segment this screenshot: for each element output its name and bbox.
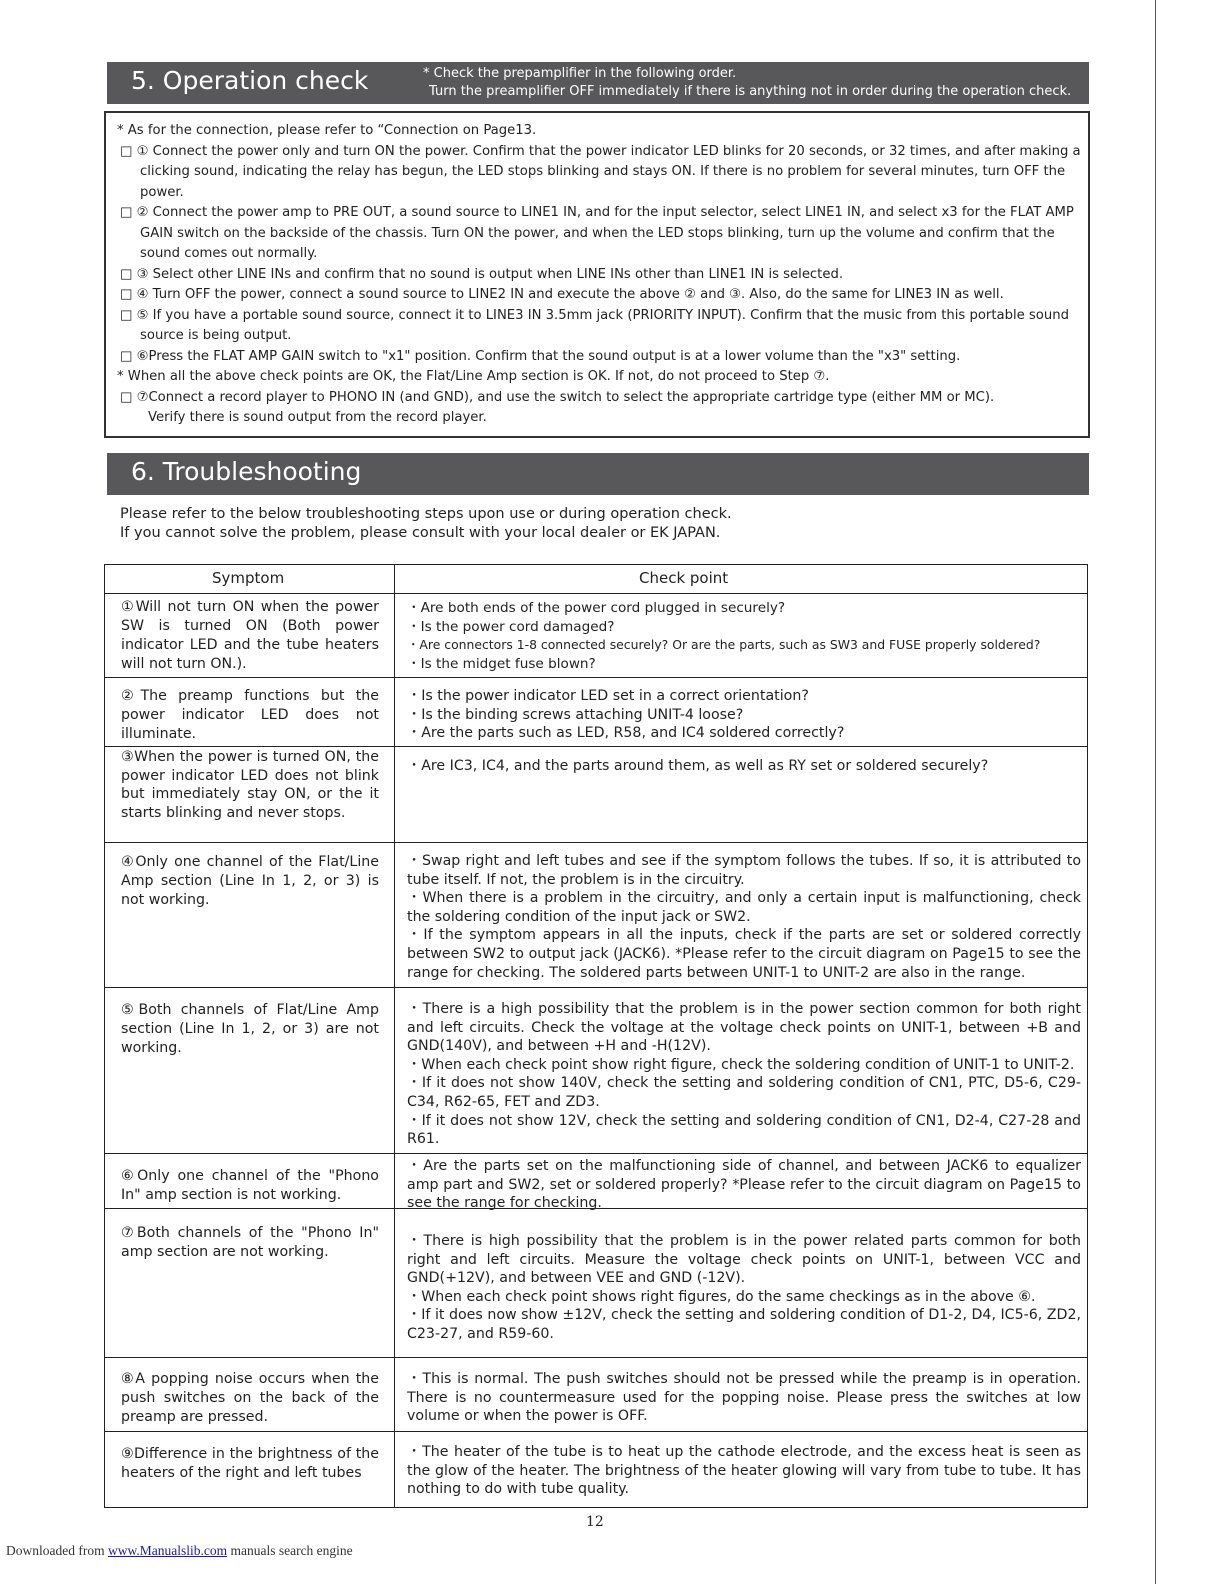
symptom-cell: ⑧A popping noise occurs when the push switches on the back of the preamp are pressed. (121, 1371, 379, 1425)
check-item: ・The heater of the tube is to heat up the cathode electrode, and the excess heat is seen as the glow of the heater. The brightness of the heater glowing will vary from tube to tube. It has nothing to do with tube quality. (407, 1444, 1081, 1498)
troubleshooting-intro-1: Please refer to the below troubleshooting steps upon use or during operation check. (120, 506, 732, 522)
check-item: ・If it does now show ±12V, check the setting and soldering condition of D1-2, D4, IC5-6, ZD2, C23-27, and R59-60. (407, 1307, 1081, 1342)
check-cell (407, 1232, 1081, 1344)
row-divider (105, 987, 1087, 988)
row-divider (105, 1357, 1087, 1358)
check-cell (407, 1000, 1081, 1149)
column-divider (394, 565, 395, 1507)
troubleshooting-intro-2: If you cannot solve the problem, please consult with your local dealer or EK JAPAN. (120, 525, 721, 541)
check-item: ・If it does not show 140V, check the setting and soldering condition of CN1, PTC, D5-6, C29-C34, R62-65, FET and ZD3. (407, 1075, 1081, 1110)
check-item: ・If the symptom appears in all the inputs, check if the parts are set or soldered correctly between SW2 to output jack (JACK6). *Please refer to the circuit diagram on Page15 to see the range for checking. The soldered parts between UNIT-1 to UNIT-2 are also in the range. (407, 927, 1081, 981)
symptom-cell: ⑤Both channels of Flat/Line Amp section (Line In 1, 2, or 3) are not working. (121, 1002, 379, 1056)
page-number: 12 (586, 1514, 604, 1530)
check-cell (407, 599, 1081, 673)
check-item: ・Are both ends of the power cord plugged in securely? (407, 600, 786, 616)
check-line: power. (140, 185, 184, 200)
check-line: * When all the above check points are OK, the Flat/Line Amp section is OK. If not, do not proceed to Step ⑦. (117, 369, 830, 384)
check-line: Verify there is sound output from the record player. (148, 410, 487, 425)
check-item: ・When each check point shows right figures, do the same checkings as in the above ⑥. (407, 1288, 1036, 1305)
check-line: □ ③ Select other LINE INs and confirm that no sound is output when LINE INs other than LINE1 IN is selected. (120, 267, 844, 282)
check-line: □ ⑤ If you have a portable sound source, connect it to LINE3 IN 3.5mm jack (PRIORITY INPUT). Confirm that the music from this portable sound (120, 308, 1069, 323)
check-line: clicking sound, indicating the relay has begun, the LED stops blinking and stays ON. If there is no problem for several minutes, turn OFF the (140, 164, 1066, 179)
check-item: ・When each check point show right figure, check the soldering condition of UNIT-1 to UNIT-2. (407, 1056, 1075, 1073)
section6-banner (107, 453, 1089, 495)
section5-note-line1: * Check the prepamplifier in the following order. (423, 66, 737, 81)
check-line: source is being output. (140, 328, 292, 343)
troubleshooting-table (104, 564, 1088, 1508)
manualslib-link[interactable]: www.Manualslib.com (107, 1543, 228, 1558)
section5-note-line2: Turn the preamplifier OFF immediately if there is anything not in order during the operation check. (429, 84, 1072, 99)
check-line: GAIN switch on the backside of the chassis. Turn ON the power, and when the LED stops blinking, turn up the volume and confirm that the (140, 226, 1055, 241)
check-line: sound comes out normally. (140, 246, 318, 261)
check-item: ・Is the power indicator LED set in a correct orientation? (407, 688, 809, 704)
row-divider (105, 677, 1087, 678)
check-item: ・Are connectors 1-8 connected securely? Or are the parts, such as SW3 and FUSE properly soldered? (407, 637, 1041, 653)
symptom-cell: ③When the power is turned ON, the power indicator LED does not blink but immediately stay ON, or the it starts blinking and never stops. (121, 749, 379, 821)
check-item: ・There is a high possibility that the problem is in the power section common for both right and left circuits. Check the voltage at the voltage check points on UNIT-1, between +B and GND(140V), and between +H and -H(12V). (407, 1001, 1081, 1055)
row-divider (105, 593, 1087, 594)
page-edge-line (1155, 0, 1156, 1584)
header-symptom: Symptom (212, 569, 285, 587)
check-cell (407, 852, 1081, 982)
section5-title: 5. Operation check (131, 66, 369, 95)
symptom-cell: ⑥Only one channel of the "Phono In" amp section is not working. (121, 1168, 379, 1203)
download-footer (6, 1543, 353, 1559)
symptom-cell: ⑨Difference in the brightness of the heaters of the right and left tubes (121, 1446, 379, 1481)
check-cell (407, 687, 1081, 743)
check-item: ・There is high possibility that the problem is in the power related parts common for both right and left circuits. Measure the voltage check points on UNIT-1, between VCC and GND(+12V), and between VEE and GND (-12V). (407, 1233, 1081, 1287)
check-line: □ ② Connect the power amp to PRE OUT, a sound source to LINE1 IN, and for the input selector, select LINE1 IN, and select x3 for the FLAT AMP (120, 205, 1074, 220)
check-line: * As for the connection, please refer to “Connection on Page13. (117, 123, 537, 138)
row-divider (105, 1431, 1087, 1432)
footer-suffix: manuals search engine (227, 1543, 353, 1558)
symptom-cell: ⑦Both channels of the "Phono In" amp section are not working. (121, 1225, 379, 1260)
check-line: □ ④ Turn OFF the power, connect a sound source to LINE2 IN and execute the above ② and ③. Also, do the same for LINE3 IN as well. (120, 287, 1004, 302)
check-line: □ ⑥Press the FLAT AMP GAIN switch to "x1" position. Confirm that the sound output is at a lower volume than the "x3" setting. (120, 349, 961, 364)
check-item: ・Is the power cord damaged? (407, 618, 615, 635)
check-line: □ ① Connect the power only and turn ON the power. Confirm that the power indicator LED blinks for 20 seconds, or 32 times, and after making a (120, 144, 1081, 159)
check-item: ・Are the parts such as LED, R58, and IC4 soldered correctly? (407, 725, 845, 742)
check-item: ・Are the parts set on the malfunctioning side of channel, and between JACK6 to equalizer amp part and SW2, set or soldered properly? *Please refer to the circuit diagram on Page15 to see the range for checking. (407, 1158, 1081, 1212)
check-cell (407, 1443, 1081, 1499)
header-check-point: Check point (639, 569, 729, 587)
footer-prefix: Downloaded from (6, 1543, 108, 1558)
section6-title: 6. Troubleshooting (131, 457, 362, 486)
check-item: ・This is normal. The push switches should not be pressed while the preamp is in operation. There is no countermeasure used for the popping noise. Please press the switches at low volume or when the power is OFF. (407, 1371, 1081, 1425)
row-divider (105, 842, 1087, 843)
operation-check-box (104, 111, 1090, 438)
row-divider (105, 746, 1087, 747)
symptom-cell: ②The preamp functions but the power indicator LED does not illuminate. (121, 688, 379, 742)
section5-note (423, 65, 1071, 101)
check-item: ・Are IC3, IC4, and the parts around them, as well as RY set or soldered securely? (407, 758, 989, 774)
symptom-cell: ①Will not turn ON when the power SW is turned ON (Both power indicator LED and the tube heaters will not turn ON.). (121, 599, 379, 672)
check-item: ・Swap right and left tubes and see if the symptom follows the tubes. If so, it is attributed to tube itself. If not, the problem is in the circuitry. (407, 853, 1081, 888)
check-item: ・If it does not show 12V, check the setting and soldering condition of CN1, D2-4, C27-28 and R61. (407, 1112, 1081, 1148)
row-divider (105, 1153, 1087, 1154)
check-cell (407, 1370, 1081, 1426)
check-item: ・Is the binding screws attaching UNIT-4 loose? (407, 706, 744, 723)
section5-banner (107, 62, 1089, 104)
check-cell (407, 757, 1081, 776)
check-line: □ ⑦Connect a record player to PHONO IN (and GND), and use the switch to select the appropriate cartridge type (either MM or MC). (120, 390, 995, 405)
symptom-cell: ④Only one channel of the Flat/Line Amp section (Line In 1, 2, or 3) is not working. (121, 854, 379, 908)
check-cell (407, 1157, 1081, 1213)
check-item: ・Is the midget fuse blown? (407, 655, 596, 672)
check-item: ・When there is a problem in the circuitry, and only a certain input is malfunctioning, check the soldering condition of the input jack or SW2. (407, 890, 1081, 925)
